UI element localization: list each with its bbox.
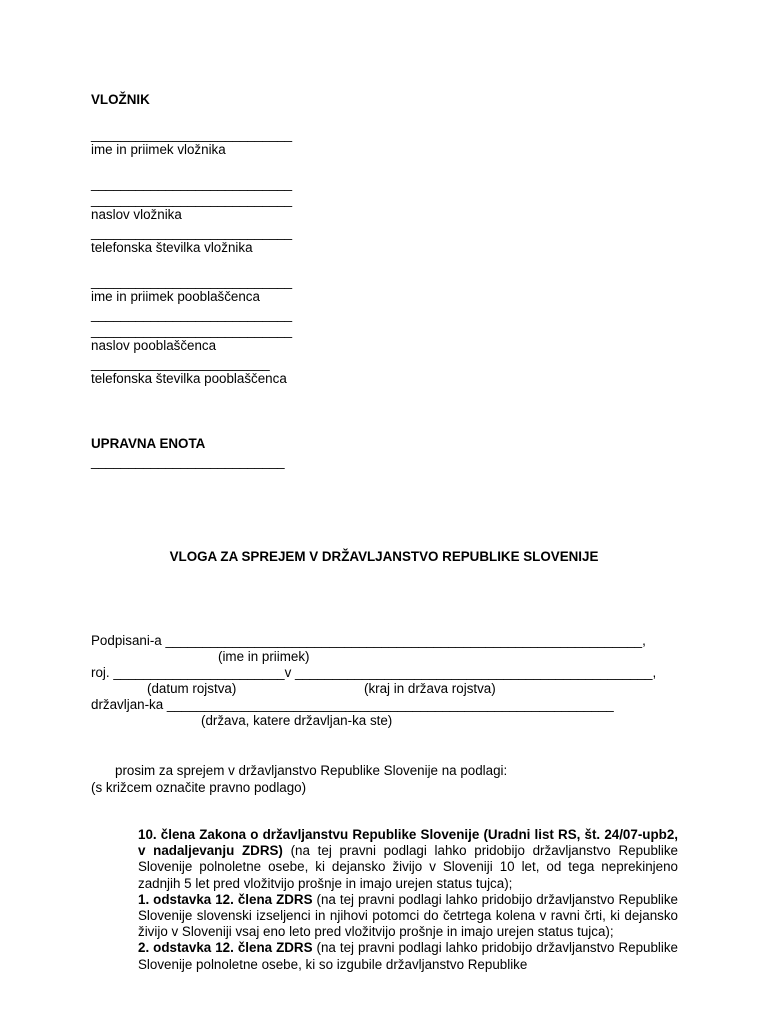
birth-line[interactable]: roj. _______________________v ________________________________________________, — [91, 665, 657, 680]
applicant-phone-caption: telefonska številka vložnika — [91, 240, 253, 255]
office-blank[interactable]: __________________________ — [91, 454, 285, 469]
applicant-address-blank-2[interactable]: ___________________________ — [91, 192, 293, 207]
applicant-phone-blank[interactable]: ___________________________ — [91, 225, 293, 240]
citizenship-line[interactable]: državljan-ka ____________________________________________________________ — [91, 697, 614, 712]
applicant-address-caption: naslov vložnika — [91, 207, 182, 222]
legal-basis-item — [110, 892, 678, 941]
proxy-phone-blank[interactable]: ________________________ — [91, 356, 270, 371]
applicant-heading: VLOŽNIK — [91, 92, 150, 107]
proxy-address-caption: naslov pooblaščenca — [91, 338, 217, 353]
legal-basis-item — [110, 827, 678, 892]
legal-basis-bold: 1. odstavka 12. člena ZDRS — [138, 891, 313, 907]
legal-basis-text: (na tej pravni podlagi lahko pridobijo državljanstvo Republike Slovenije slovenski izseljenci in njihovi potomci do četrtega kolena v ravni črti, ki dejansko živijo v Sloveniji vsaj eno leto pred vložitvijo prošnje in imajo urejen status tujca); — [138, 891, 678, 940]
proxy-name-caption: ime in priimek pooblaščenca — [91, 289, 260, 304]
request-hint: (s križcem označite pravno podlago) — [91, 780, 307, 795]
request-text: prosim za sprejem v državljanstvo Republike Slovenije na podlagi: — [115, 763, 508, 778]
applicant-name-caption: ime in priimek vložnika — [91, 142, 226, 157]
legal-basis-list — [110, 827, 678, 973]
office-heading: UPRAVNA ENOTA — [91, 436, 206, 451]
legal-basis-item — [110, 940, 678, 972]
signed-name-line[interactable]: Podpisani-a ________________________________________________________________, — [91, 633, 646, 648]
document-title: VLOGA ZA SPREJEM V DRŽAVLJANSTVO REPUBLIKE SLOVENIJE — [169, 549, 599, 564]
birth-place-caption: (kraj in država rojstva) — [364, 681, 496, 696]
legal-basis-text: (na tej pravni podlagi lahko pridobijo državljanstvo Republike Slovenije polnoletne osebe, ki dejansko živijo v Sloveniji 10 let, od tega neprekinjeno zadnjih 5 let pred vložitvijo prošnje in imajo urejen status tujca); — [138, 843, 679, 891]
applicant-address-blank-1[interactable]: ___________________________ — [91, 176, 293, 191]
proxy-phone-caption: telefonska številka pooblaščenca — [91, 371, 287, 386]
proxy-address-blank-2[interactable]: ___________________________ — [91, 323, 293, 338]
proxy-address-blank-1[interactable]: ___________________________ — [91, 307, 293, 322]
birth-date-caption: (datum rojstva) — [147, 681, 237, 696]
legal-basis-text: (na tej pravni podlagi lahko pridobijo državljanstvo Republike Slovenije polnoletne osebe, ki so izgubile državljanstvo Republike — [138, 940, 678, 972]
legal-basis-bold: 10. člena Zakona o državljanstvu Republike Slovenije (Uradni list RS, št. 24/07-upb2, v nadaljevanju ZDRS) — [138, 827, 678, 859]
legal-basis-bold: 2. odstavka 12. člena ZDRS — [138, 940, 313, 956]
signed-name-caption: (ime in priimek) — [218, 649, 310, 664]
proxy-name-blank[interactable]: ___________________________ — [91, 274, 293, 289]
applicant-name-blank[interactable]: ___________________________ — [91, 127, 293, 142]
citizenship-caption: (država, katere državljan-ka ste) — [201, 713, 393, 728]
